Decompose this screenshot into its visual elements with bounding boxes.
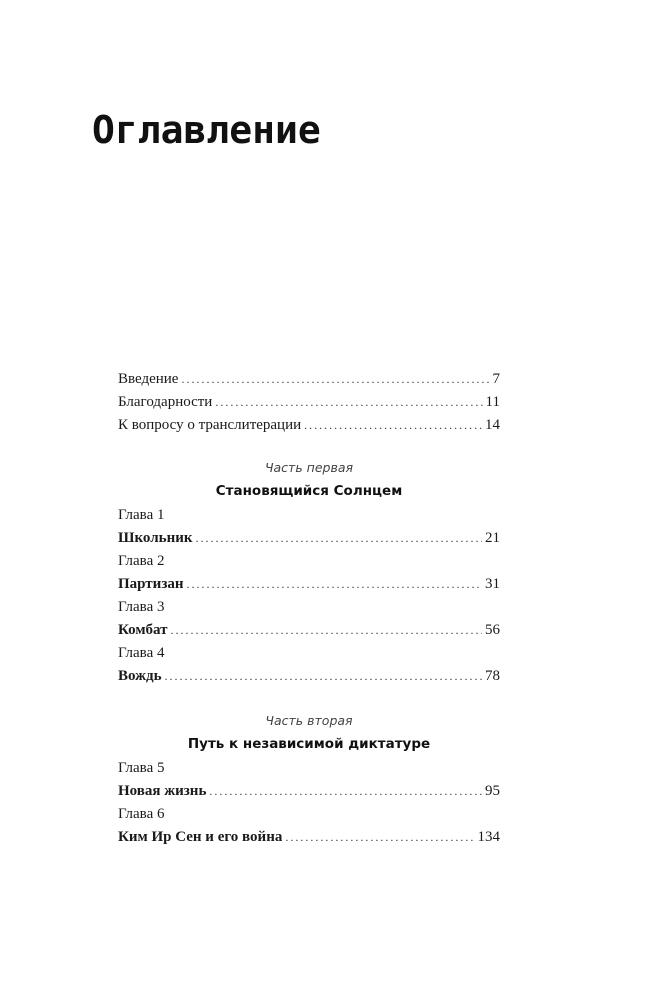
dot-leader — [285, 826, 474, 849]
toc-entry-acknowledgements[interactable] — [118, 391, 500, 414]
table-of-contents — [118, 368, 500, 849]
toc-entry-page: 56 — [485, 622, 500, 638]
dot-leader — [187, 573, 483, 596]
page-title: Оглавление — [92, 108, 321, 152]
toc-entry-page: 95 — [485, 783, 500, 799]
part-label: Часть первая — [264, 460, 354, 475]
toc-entry-page: 7 — [492, 371, 500, 387]
toc-entry-page: 14 — [485, 417, 500, 433]
part-label: Часть вторая — [265, 713, 353, 728]
toc-entry-title: Партизан — [118, 576, 184, 592]
toc-entry-title: Новая жизнь — [118, 783, 207, 799]
chapter-number: Глава 1 — [118, 507, 165, 523]
toc-entry-chapter-4[interactable] — [118, 665, 500, 688]
dot-leader — [304, 414, 482, 437]
toc-entry-title: Благодарности — [118, 394, 213, 410]
toc-entry-page: 78 — [485, 668, 500, 684]
toc-entry-chapter-6[interactable] — [118, 826, 500, 849]
dot-leader — [171, 619, 482, 642]
toc-entry-chapter-2[interactable] — [118, 573, 500, 596]
toc-entry-page: 31 — [485, 576, 500, 592]
chapter-number: Глава 2 — [118, 553, 165, 569]
toc-entry-page: 134 — [477, 829, 500, 845]
toc-entry-transliteration[interactable] — [118, 414, 500, 437]
dot-leader — [196, 527, 483, 550]
toc-entry-title: К вопросу о транслитерации — [118, 417, 302, 433]
chapter-number: Глава 4 — [118, 645, 165, 661]
toc-entry-page: 11 — [485, 394, 500, 410]
toc-entry-title: Введение — [118, 371, 179, 387]
toc-entry-title: Ким Ир Сен и его война — [118, 829, 283, 845]
part-title: Становящийся Солнцем — [215, 483, 403, 499]
toc-entry-chapter-5[interactable] — [118, 780, 500, 803]
dot-leader — [209, 780, 482, 803]
dot-leader — [215, 391, 482, 414]
chapter-number: Глава 6 — [118, 806, 165, 822]
toc-entry-chapter-3[interactable] — [118, 619, 500, 642]
chapter-number: Глава 5 — [118, 760, 165, 776]
toc-entry-page: 21 — [485, 530, 500, 546]
toc-entry-title: Комбат — [118, 622, 168, 638]
part-title: Путь к независимой диктатуре — [187, 736, 431, 752]
toc-entry-introduction[interactable] — [118, 368, 500, 391]
toc-entry-chapter-1[interactable] — [118, 527, 500, 550]
dot-leader — [165, 665, 482, 688]
dot-leader — [181, 368, 489, 391]
chapter-number: Глава 3 — [118, 599, 165, 615]
toc-entry-title: Школьник — [118, 530, 193, 546]
toc-entry-title: Вождь — [118, 668, 162, 684]
